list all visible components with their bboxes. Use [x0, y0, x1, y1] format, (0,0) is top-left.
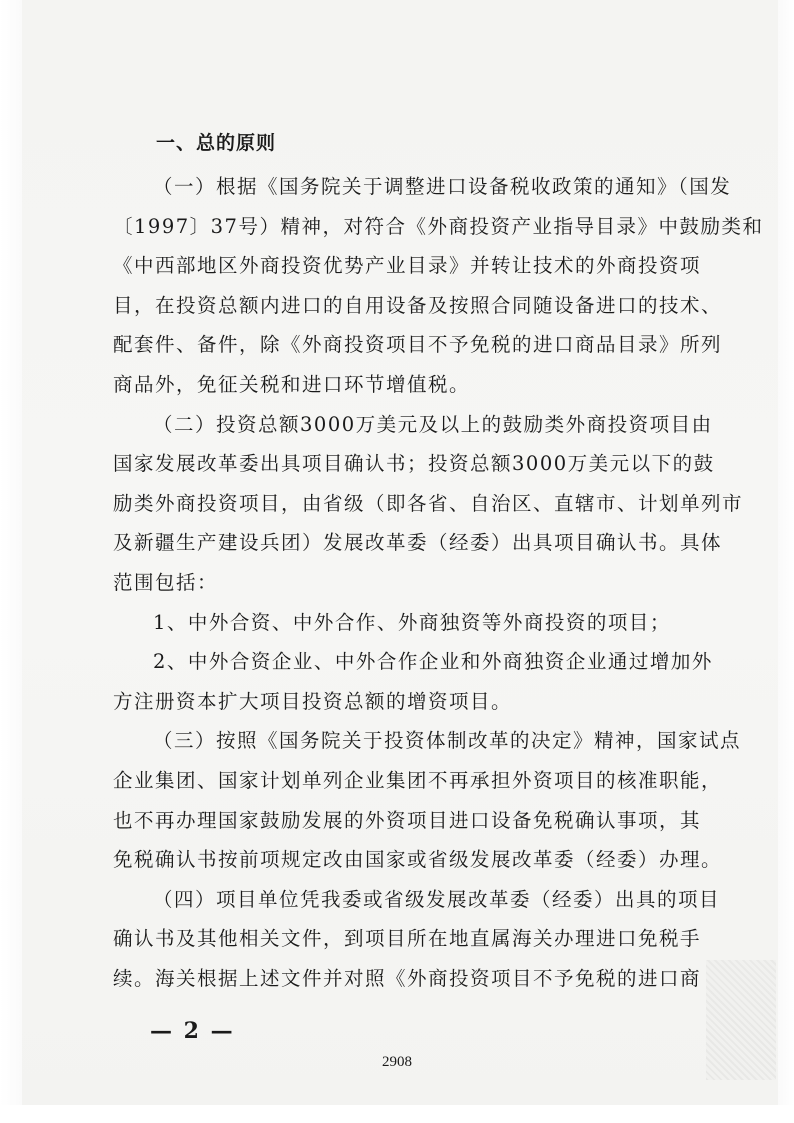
- section-heading: 一、总的原则: [156, 132, 277, 154]
- text-line: 励类外商投资项目，由省级（即各省、自治区、直辖市、计划单列市: [113, 491, 744, 515]
- text-line: 1、中外合资、中外合作、外商独资等外商投资的项目；: [153, 610, 671, 634]
- text-line: （二）投资总额3000万美元及以上的鼓励类外商投资项目由: [153, 412, 713, 436]
- text-line: 免税确认书按前项规定改由国家或省级发展改革委（经委）办理。: [113, 848, 723, 872]
- text-line: 国家发展改革委出具项目确认书；投资总额3000万美元以下的鼓: [113, 452, 715, 476]
- page-edge-right: [778, 0, 794, 1123]
- document-number: 2908: [382, 1054, 412, 1070]
- text-line: 企业集团、国家计划单列企业集团不再承担外资项目的核准职能，: [113, 768, 723, 792]
- text-line: 也不再办理国家鼓励发展的外资项目进口设备免税确认事项，其: [113, 808, 702, 832]
- text-line: 配套件、备件，除《外商投资项目不予免税的进口商品目录》所列: [113, 333, 723, 357]
- text-line: 确认书及其他相关文件，到项目所在地直属海关办理进口免税手: [113, 927, 702, 951]
- text-line: 范围包括：: [113, 570, 219, 594]
- text-line: 《中西部地区外商投资优势产业目录》并转让技术的外商投资项: [113, 254, 702, 278]
- text-line: （三）按照《国务院关于投资体制改革的决定》精神，国家试点: [153, 729, 742, 753]
- text-line: 2、中外合资企业、中外合作企业和外商独资企业通过增加外: [153, 650, 713, 674]
- text-line: 方注册资本扩大项目投资总额的增资项目。: [113, 689, 513, 713]
- body-text: [113, 167, 764, 998]
- text-line: 商品外，免征关税和进口环节增值税。: [113, 372, 471, 396]
- page-edge-bottom: [0, 1105, 794, 1123]
- text-line: （四）项目单位凭我委或省级发展改革委（经委）出具的项目: [153, 887, 721, 911]
- text-line: 〔1997〕37号）精神，对符合《外商投资产业指导目录》中鼓励类和: [113, 214, 764, 238]
- page-edge-left: [0, 0, 22, 1123]
- text-line: 续。海关根据上述文件并对照《外商投资项目不予免税的进口商: [113, 966, 702, 990]
- text-line: 目，在投资总额内进口的自用设备及按照合同随设备进口的技术、: [113, 293, 723, 317]
- page-number: — 2 —: [150, 1018, 235, 1044]
- text-line: （一）根据《国务院关于调整进口设备税收政策的通知》（国发: [153, 175, 732, 198]
- text-line: 及新疆生产建设兵团）发展改革委（经委）出具项目确认书。具体: [113, 531, 723, 555]
